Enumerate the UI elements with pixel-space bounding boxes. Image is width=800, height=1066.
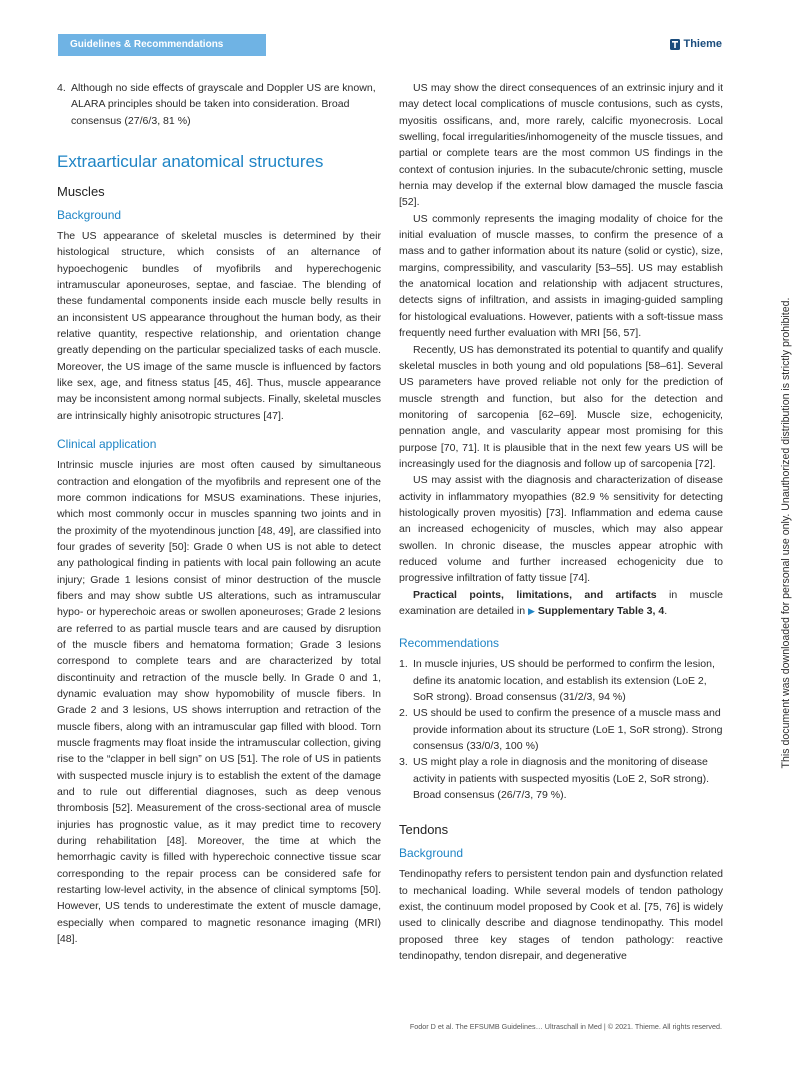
list-item-text: US should be used to confirm the presence of a muscle mass and provide information about its structure (LoE 1, SoR strong). Strong consensus (33/0/3, 100 %) [413,707,723,753]
background-heading: Background [57,208,122,223]
body-paragraph: Recently, US has demonstrated its potential to quantify and qualify skeletal muscles in both young and old populations [58–61]. Several US parameters have proved reliable not only for the prediction of muscle strength and function, but also for the detection and monitoring of sarcopenia [62–69]. Muscle size, echogenicity, pennation angle, and vascularity appear most promising for this purpose [70, 71]. It is plausible that in the next few years US will be increasingly used for the diagnosis and follow up of sarcopenia [72]. [399,343,723,470]
side-disclaimer-text: This document was downloaded for personal use only. Unauthorized distribution is strictly prohibited. [780,297,792,769]
list-item-text: US might play a role in diagnosis and the monitoring of disease activity in patients with suspected myositis (LoE 2, SoR strong). Broad consensus (26/7/3, 79 %). [413,756,710,802]
tendons-paragraph: Tendinopathy refers to persistent tendon pain and dysfunction related to mechanical loading. While several models of tendon pathology exist, the continuum model proposed by Cook et al. [75, 76] is widely used to clinically describe and diagnose tendinopathy. This model proposed three key stages of tendon pathology: reactive tendinopathy, tendon disrepair, and degenerative [399,868,723,963]
body-paragraph: US may assist with the diagnosis and characterization of disease activity in inflammatory myopathies (82.9 % sensitivity for detecting histologically proven myositis) [73]. Inflammation and edema cause an increased echogenicity of muscles, which may also appear swollen. In chronic disease, the muscles appear atrophic with reduced volume and further increased echogenicity due to progressive infiltration of fatty tissue [74]. [399,474,723,585]
list-item-number: 4. [57,82,66,94]
tendons-heading: Tendons [399,822,449,838]
list-item-number: 2. [399,707,408,720]
list-item-text: In muscle injuries, US should be performed to confirm the lesion, define its anatomic location, and establish its extension (LoE 2, SoR strong). Broad consensus (31/2/3, 94 %) [413,658,715,704]
background-paragraph: The US appearance of skeletal muscles is determined by their histological structure, which consists of an alternance of hypoechogenic bundles of myofibrils and hyperechogenic intramuscular aponeuroses, septae, and fasciae. The blending of these fundamental components inside each muscle belly results in an inconsistent US appearance throughout the human body, as their relative quantity, respective relationship, and orientation change greatly depending on the particular specialized tasks of each muscle. Moreover, the US image of the same muscle is influenced by factors like sex, age, and fitness status [45, 46]. Thus, muscle appearance may be inconsistent among normal subjects. Finally, skeletal muscles are intrinsically highly anisotropic structures [47]. [57,230,381,422]
list-item-text: Although no side effects of grayscale and Doppler US are known, ALARA principles should be taken into consideration. Broad consensus (27/6/3, 81 %) [71,82,376,127]
practical-points-text: in muscle examination are detailed in [399,588,724,617]
recommendations-list [399,656,723,803]
body-paragraph: US may show the direct consequences of an extrinsic injury and it may detect local complications of muscle contusions, such as cysts, myositis ossificans, and, more rarely, calcific myonecrosis. Local swelling, focal irregularities/inhomogeneity of the muscle tissues, and partial or complete tears are the most common US findings in the context of contusion injuries. In the subacute/chronic setting, muscle hernia may develop if the external blow damaged the muscle fascia [52]. [399,82,723,209]
intro-list [57,80,381,129]
publisher-logo [670,38,722,50]
list-item [399,754,723,803]
body-paragraph: US commonly represents the imaging modality of choice for the initial evaluation of muscle masses, to confirm the presence of a mass and to gather information about its nature (solid or cystic), size, margins, compressibility, and vascularity [53–55]. US may establish the anatomical location and relationship with adjacent structures, detects signs of infiltration, and assists in imaging-guided sampling for histological evaluations. However, patients with a soft-tissue mass frequently need further evaluation with MRI [56, 57]. [399,212,723,340]
recommendations-heading: Recommendations [399,636,500,651]
list-item [399,705,723,754]
practical-points-end: . [664,605,668,617]
list-item [57,80,381,129]
list-item-number: 1. [399,658,408,671]
practical-points-label: Practical points, limitations, and artifacts [413,588,657,601]
page-footer: Fodor D et al. The EFSUMB Guidelines… Ultraschall in Med | © 2021. Thieme. All rights reserved. [409,1022,722,1031]
section-title: Extraarticular anatomical structures [57,152,324,172]
practical-points-paragraph [399,587,723,620]
publisher-name: Thieme [683,38,722,50]
left-column [57,80,381,947]
list-item [399,656,723,705]
tendons-background-heading: Background [399,846,464,861]
thieme-logo-icon [670,39,680,50]
section-header-band: Guidelines & Recommendations [58,34,266,56]
right-column [399,80,723,965]
supplementary-table-link[interactable]: Supplementary Table 3, 4 [537,605,665,617]
clinical-application-heading: Clinical application [57,437,157,452]
muscles-heading: Muscles [57,184,105,200]
list-item-number: 3. [399,756,408,769]
clinical-application-paragraph: Intrinsic muscle injuries are most often caused by simultaneous contraction and elongation of the myofibrils and represent one of the more common indications for MSUS examinations. These injuries, which most commonly occur in muscles spanning two joints and in the proximity of the myotendinous junction [48, 49], are classified into four grades of severity [50]: Grade 0 when US is not able to detect any pathological finding in patients with local pain following an acute injury; Grade 1 lesions consist of minor destruction of the muscle fibers and may show subtle US alterations, such as intramuscular hypo- or hyperechoic areas or swollen aponeuroses; Grade 2 lesions are referred to as partial muscle tears and are caused by disruption of the muscle fibers and hematoma formation; Grade 3 lesions correspond to complete tears and are characterized by total discontinuity and retraction of the muscle belly. In Grade 0 and 1, dynamic evaluation may show hypomobility of muscle fibers. In Grade 2 and 3 lesions, US shows interruption and retraction of the muscle fibers, along with an intramuscular gap filled with blood. Torn muscle fragments may float inside the intramuscular collection, giving rise to the “clapper in bell sign” on US [51]. The role of US in patients with suspected muscle injury is to establish the extent of the damage and to rule out differential diagnoses, such as deep venous thrombosis [52]. Measurement of the cross-sectional area of muscle injuries has prognostic value, as it may predict time to recovery during rehabilitation [48]. Moreover, the time at which the hemorrhagic cavity is filled with hyperechoic connective tissue scar corresponding to the repair process can be considered safe for restarting low-level activity, in the absence of clinical symptoms [50]. However, US tends to underestimate the extent of muscle damage, especially when compared to magnetic resonance imaging (MRI) [48]. [57,459,381,946]
arrow-right-icon: ▶ [528,606,535,616]
